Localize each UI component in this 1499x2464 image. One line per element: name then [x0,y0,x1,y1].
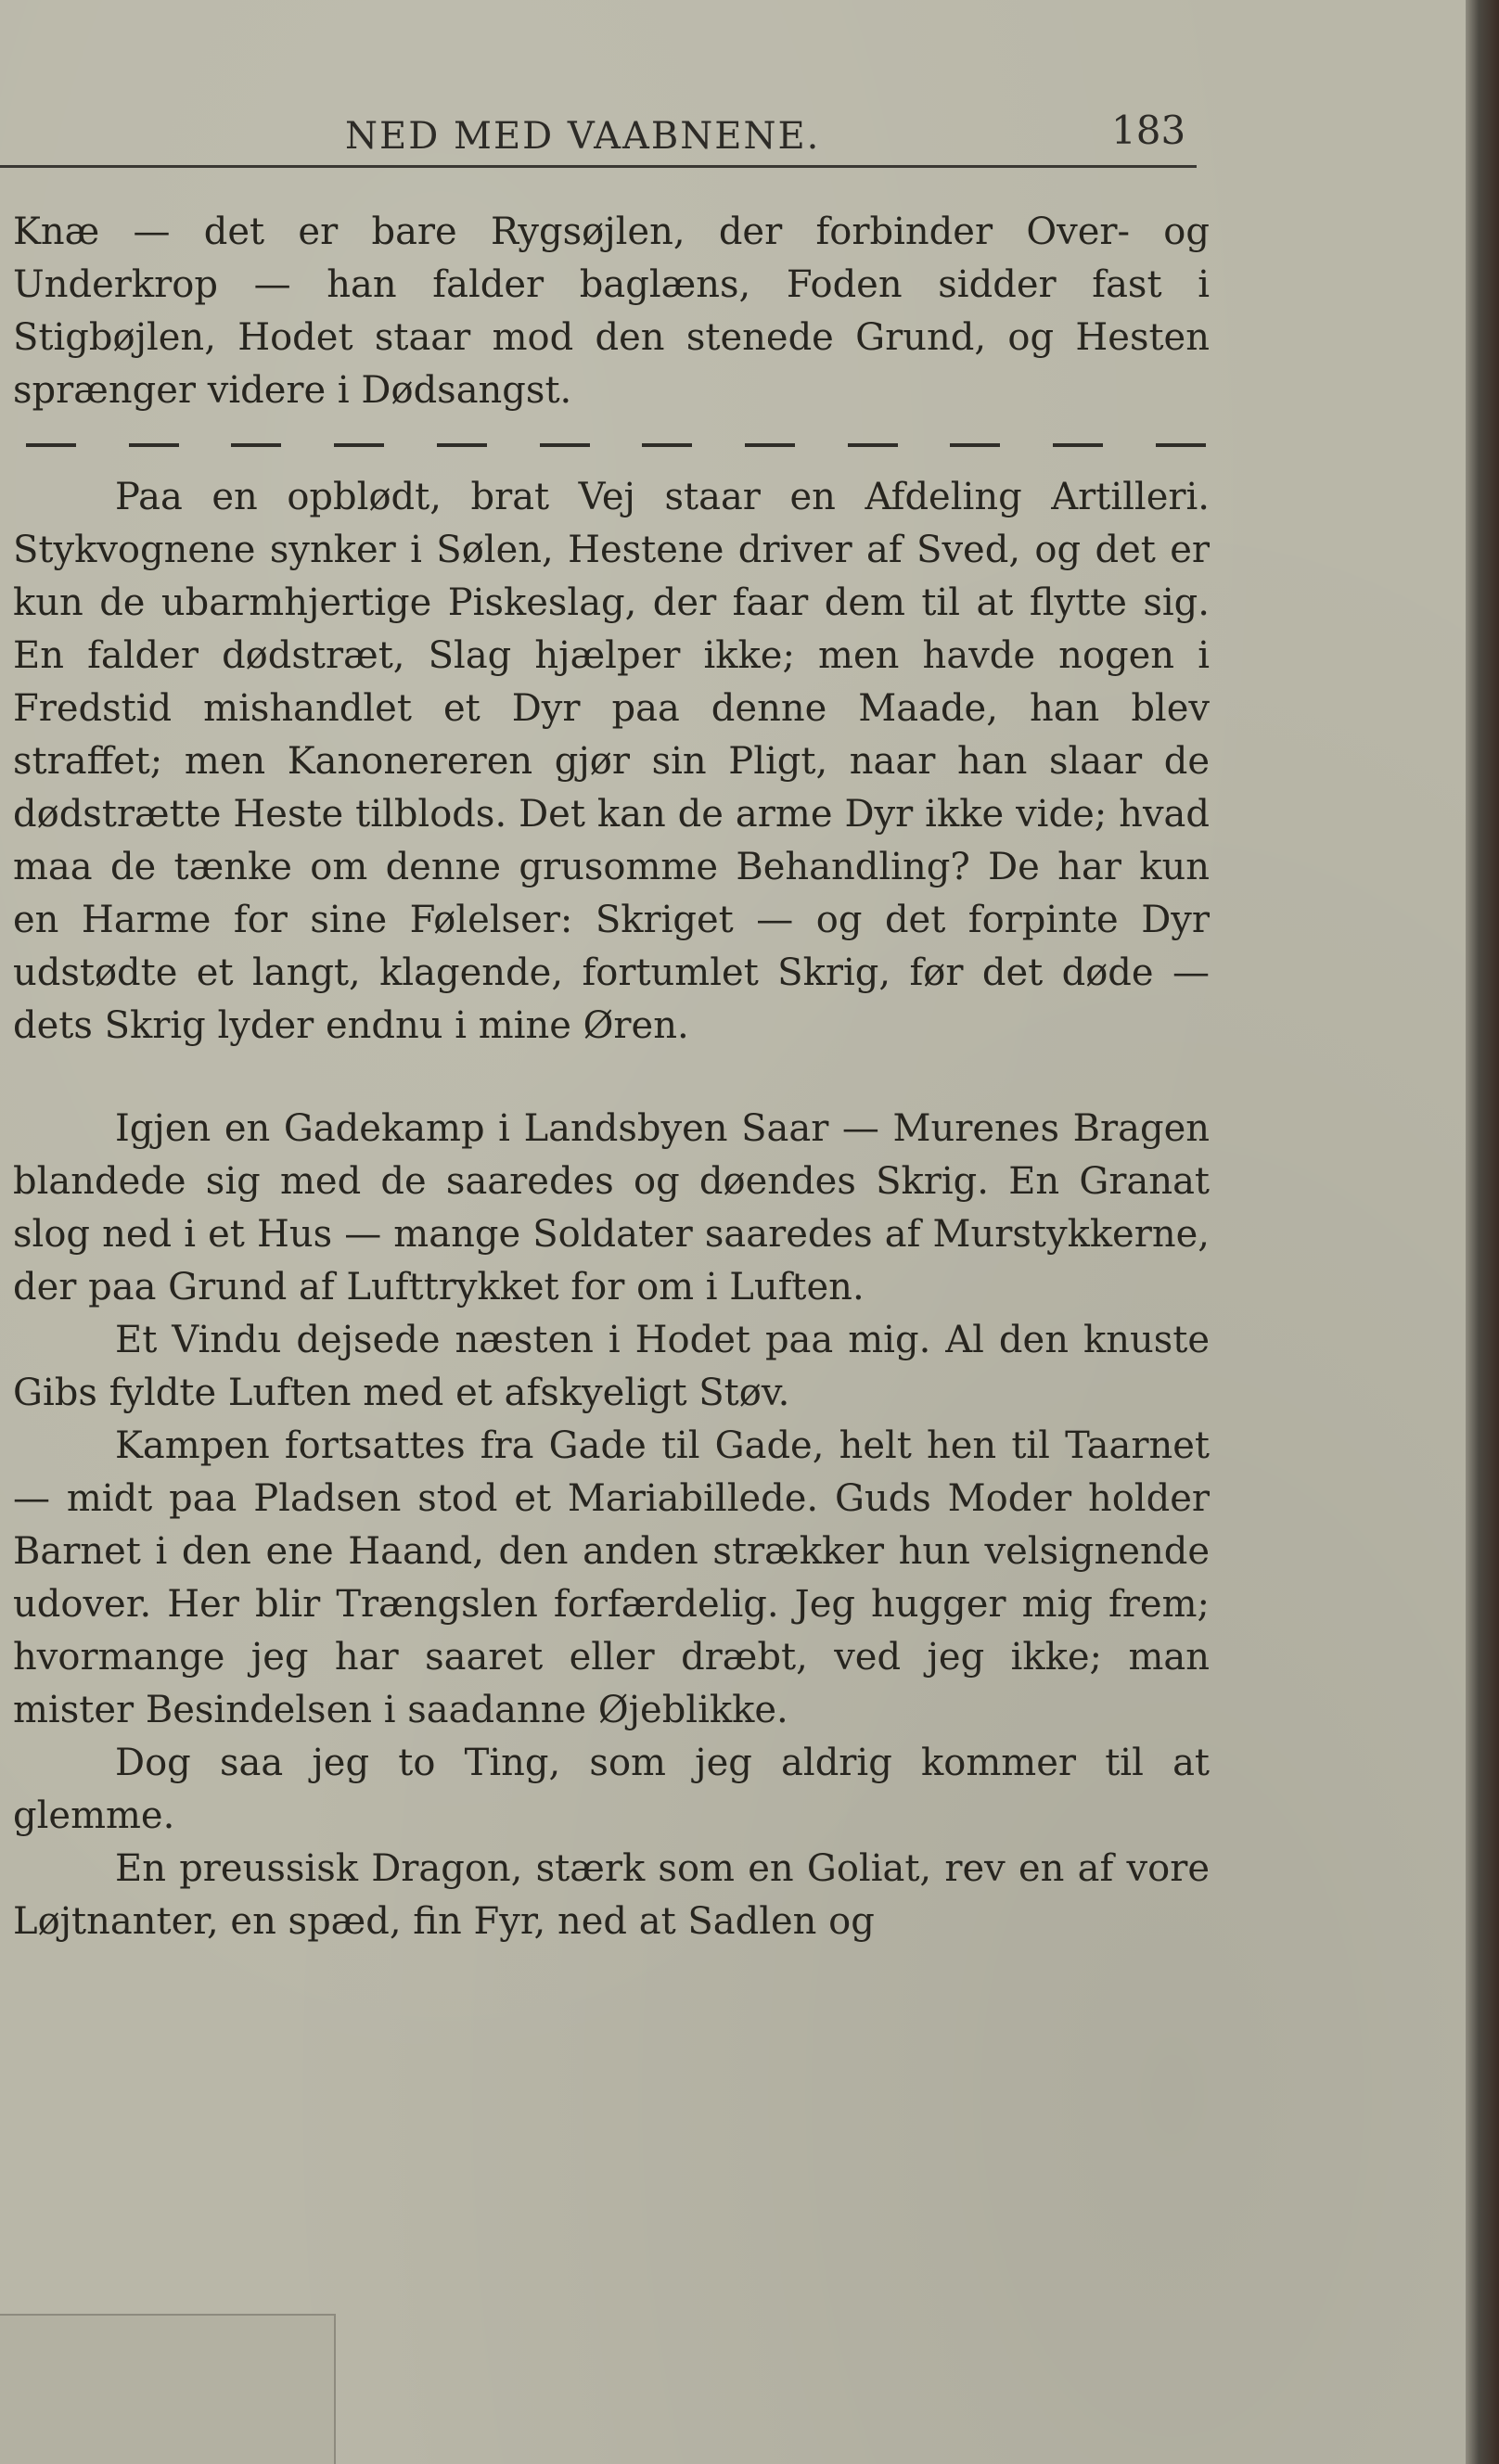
break-dash [231,443,281,447]
break-dash [950,443,1000,447]
break-dash [26,443,76,447]
paragraph-1: Knæ — det er bare Rygsøjlen, der forbinder Over- og Underkrop — han falder baglæns, Foden sidder fast i Stigbøjlen, Hodet staar mod den stenede Grund, og Hesten sprænger videre i Dødsangst. [13,211,1210,412]
running-title: NED MED VAABNENE. [345,115,821,158]
page-number: 183 [1111,108,1186,153]
book-spine-edge [1466,0,1499,2464]
paragraph-5: Kampen fortsattes fra Gade til Gade, helt hen til Taarnet — midt paa Pladsen stod et Mariabillede. Guds Moder holder Barnet i den ene Haand, den anden strækker hun velsignende udover. Her blir Trængslen forfærdelig. Jeg hugger mig frem; hvormange jeg har saaret eller dræbt, ved jeg ikke; man mister Besindelsen i saadanne Øjeblikke. [13,1424,1210,1731]
break-dash [642,443,692,447]
body-text [13,206,1210,1948]
break-dash [129,443,179,447]
break-dash [745,443,795,447]
break-dash [540,443,590,447]
paragraph-3: Igjen en Gadekamp i Landsbyen Saar — Murenes Bragen blandede sig med de saaredes og døendes Skrig. En Granat slog ned i et Hus — mange Soldater saaredes af Murstykkerne, der paa Grund af Lufttrykket for om i Luften. [13,1107,1210,1309]
break-dash [1156,443,1206,447]
break-dash [334,443,384,447]
break-dash [1053,443,1103,447]
paragraph-6: Dog saa jeg to Ting, som jeg aldrig kommer til at glemme. [13,1742,1210,1837]
page-header [0,102,1201,158]
paragraph-2: Paa en opblødt, brat Vej staar en Afdeling Artilleri. Stykvognene synker i Sølen, Hestene driver af Sved, og det er kun de ubarmhjertige Piskeslag, der faar dem til at flytte sig. En falder dødstræt, Slag hjælper ikke; men havde nogen i Fredstid mishandlet et Dyr paa denne Maade, han blev straffet; men Kanonereren gjør sin Pligt, naar han slaar de dødstrætte Heste tilblods. Det kan de arme Dyr ikke vide; hvad maa de tænke om denne grusomme Behandling? De har kun en Harme for sine Følelser: Skriget — og det forpinte Dyr udstødte et langt, klagende, fortumlet Skrig, før det døde — dets Skrig lyder endnu i mine Øren. [13,476,1210,1047]
paragraph-7: En preussisk Dragon, stærk som en Goliat, rev en af vore Løjtnanter, en spæd, fin Fyr, ned at Sadlen og [13,1847,1210,1943]
header-rule [0,165,1197,168]
break-dash [848,443,898,447]
break-dash [437,443,487,447]
section-break [26,441,1206,447]
bookmark-tab [0,2314,336,2464]
paragraph-4: Et Vindu dejsede næsten i Hodet paa mig. Al den knuste Gibs fyldte Luften med et afskyeligt Støv. [13,1319,1210,1414]
paragraph-gap [13,1053,1210,1103]
